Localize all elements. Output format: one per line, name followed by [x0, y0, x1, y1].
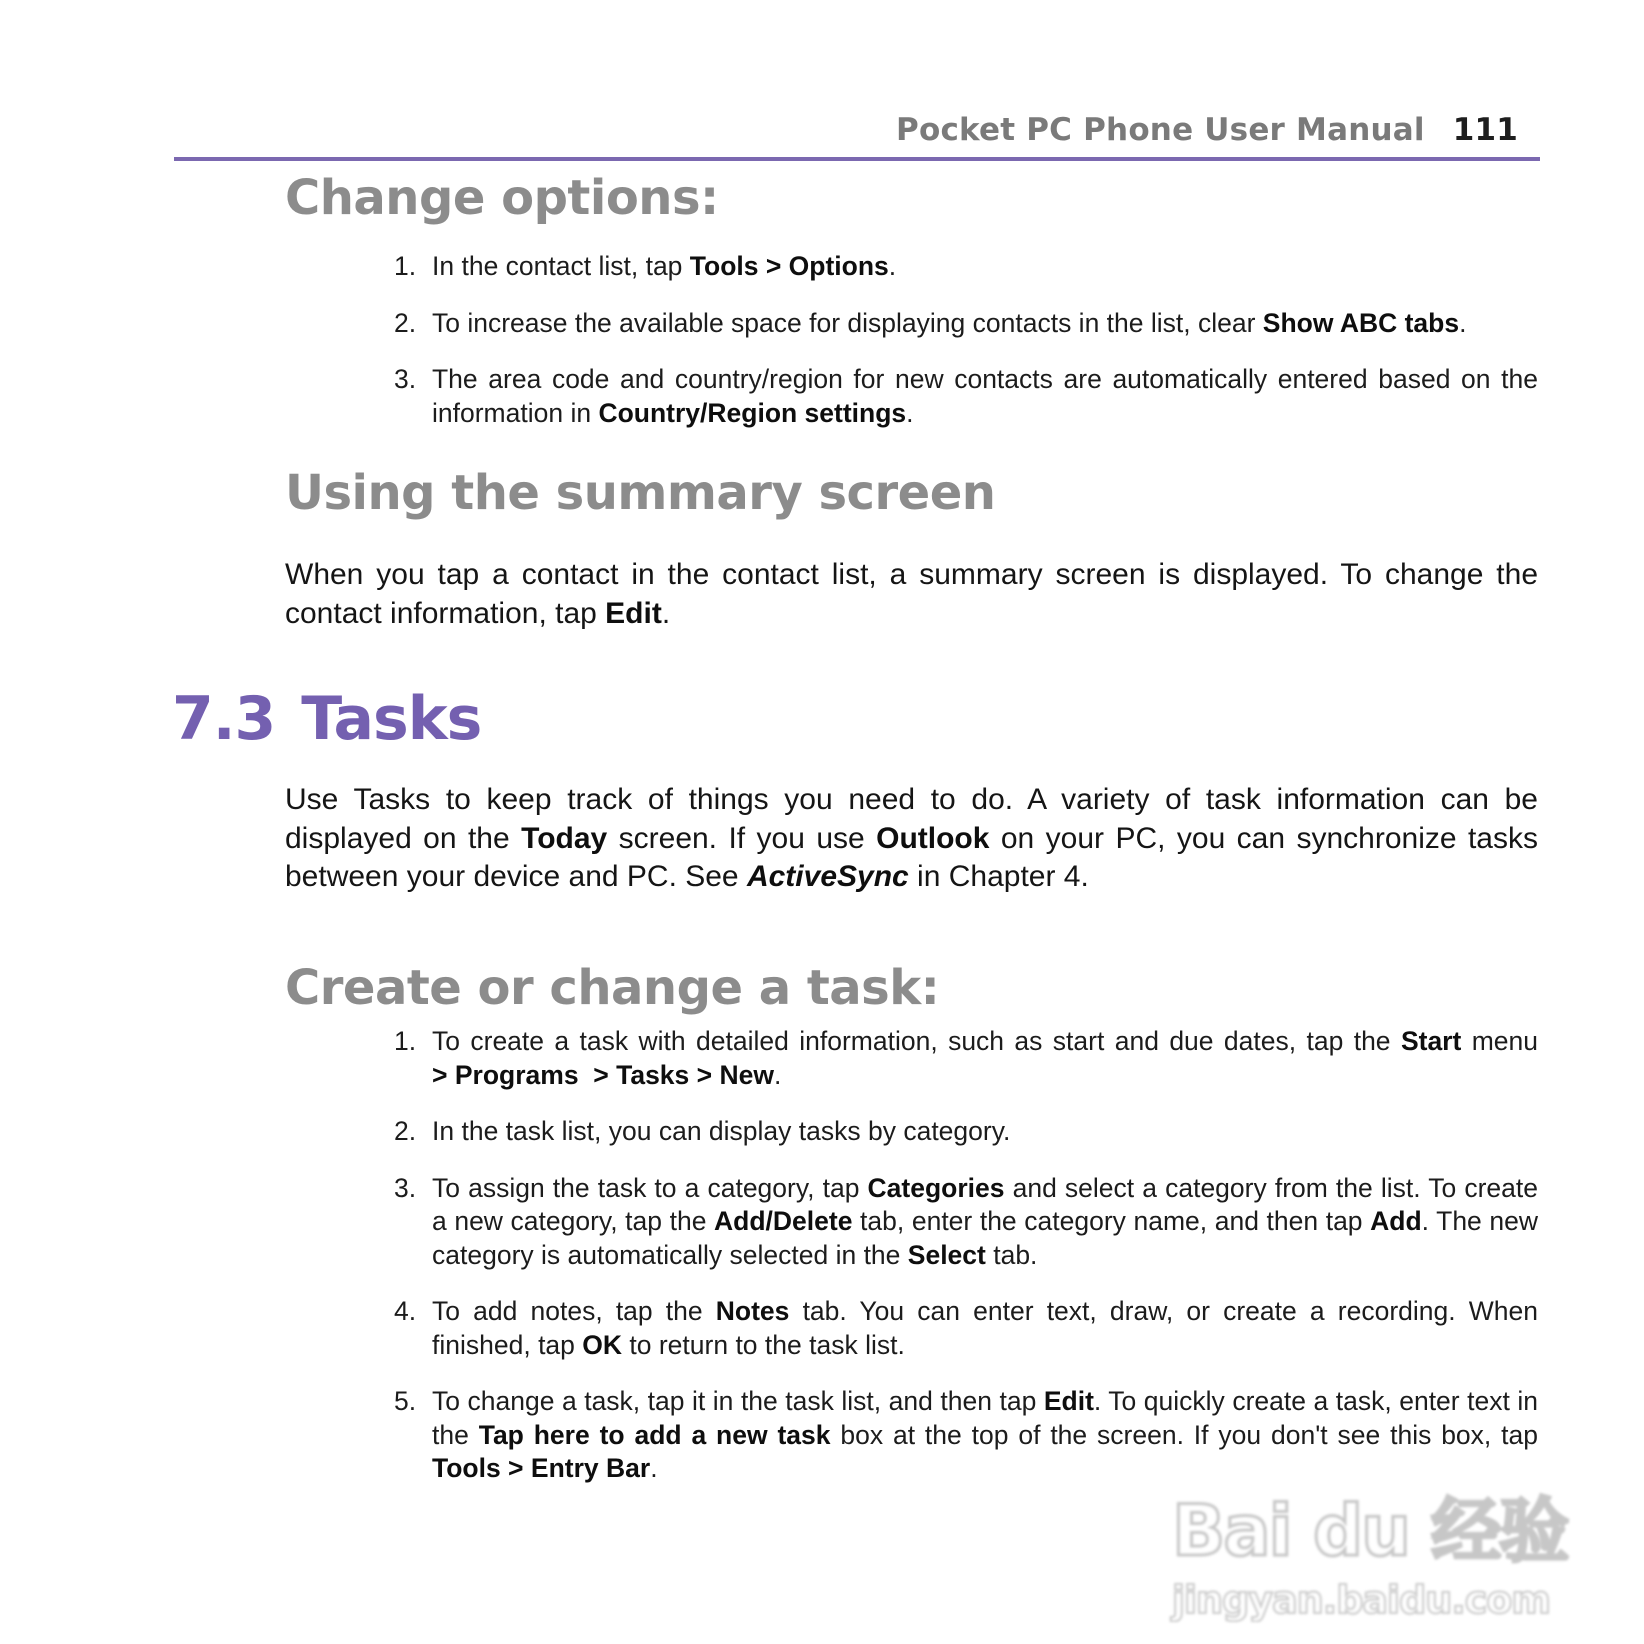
list-item [394, 363, 1538, 430]
heading-change-options: Change options: [285, 170, 719, 226]
running-head [896, 112, 1518, 148]
change-options-list [394, 250, 1538, 453]
step-text: To create a task with detailed information, such as start and due dates, tap the [432, 1026, 1401, 1056]
tasks-intro-paragraph [285, 781, 1538, 897]
step-number: 3. [394, 1172, 417, 1203]
watermark-logo: Bai du 经验 [1172, 1490, 1568, 1572]
step-text: and select a category from the list. To create a new category, tap the [432, 1172, 1538, 1236]
step-bold: Add/Delete [714, 1206, 853, 1236]
watermark-url: jingyan.baidu.com [1172, 1578, 1550, 1622]
step-bold: Country/Region settings [598, 397, 907, 428]
step-text: . [650, 1453, 658, 1483]
chapter-heading [172, 684, 481, 754]
paragraph-bold: Outlook [876, 821, 990, 855]
step-text: tab. [985, 1239, 1038, 1270]
step-bold: Tools > Entry Bar [432, 1453, 651, 1483]
baidu-watermark [1172, 1475, 1568, 1622]
step-text: . [773, 1059, 782, 1090]
step-bold: Add [1370, 1206, 1422, 1236]
list-item [394, 307, 1538, 341]
step-text: The area code and country/region for new contacts are automatically entered based on the information in [432, 364, 1538, 428]
page-number: 111 [1452, 112, 1518, 148]
step-number: 2. [394, 307, 417, 338]
step-bold: Show ABC tabs [1262, 307, 1460, 338]
heading-create-task: Create or change a task: [285, 960, 940, 1016]
step-text: In the contact list, tap [432, 251, 690, 281]
chapter-number: 7.3 [172, 684, 276, 754]
page-header [174, 112, 1540, 160]
step-bold: > Programs > Tasks > New [432, 1059, 774, 1090]
step-text: tab, enter the category name, and then tap [852, 1206, 1371, 1236]
step-text: To increase the available space for displaying contacts in the list, clear [432, 307, 1263, 338]
manual-title: Pocket PC Phone User Manual [896, 112, 1425, 148]
paragraph-bold: Edit [605, 596, 662, 630]
paragraph-bold-italic: ActiveSync [746, 860, 909, 893]
step-number: 1. [394, 1026, 417, 1056]
step-text: To change a task, tap it in the task list, and then tap [432, 1386, 1044, 1416]
step-text: To assign the task to a category, tap [432, 1172, 868, 1203]
step-number: 2. [394, 1116, 417, 1146]
paragraph-bold: Today [521, 821, 608, 855]
step-bold: Tap here to add a new task [478, 1419, 831, 1450]
step-text: tab. You can enter text, draw, or create a recording. When finished, tap [432, 1296, 1538, 1360]
step-bold: Categories [867, 1172, 1005, 1203]
paragraph-text: in Chapter 4. [908, 860, 1089, 893]
list-item [394, 1025, 1538, 1092]
step-bold: Start [1400, 1026, 1462, 1056]
step-text: box at the top of the screen. If you don't see this box, tap [830, 1419, 1538, 1450]
step-bold: Edit [1043, 1386, 1094, 1416]
step-number: 1. [394, 251, 417, 281]
paragraph-text: on your PC, you can synchronize tasks between your device and PC. See [285, 821, 1538, 893]
list-item [394, 1172, 1538, 1273]
step-bold: Tools > Options [689, 251, 889, 281]
step-bold: Notes [715, 1296, 790, 1326]
chapter-title: Tasks [301, 684, 482, 754]
step-bold: OK [582, 1329, 623, 1360]
summary-paragraph [285, 556, 1538, 633]
step-text: In the task list, you can display tasks by category. [432, 1116, 1011, 1146]
paragraph-text: screen. If you use [607, 821, 877, 855]
paragraph-text: When you tap a contact in the contact list, a summary screen is displayed. To change the contact information, tap [285, 558, 1538, 630]
step-text: To add notes, tap the [432, 1296, 716, 1326]
step-number: 4. [394, 1296, 417, 1326]
step-text: . The new category is automatically selected in the [432, 1206, 1538, 1270]
step-text: . [1459, 307, 1467, 338]
list-item [394, 1385, 1538, 1486]
step-text: . [888, 251, 897, 281]
list-item [394, 1115, 1538, 1149]
step-number: 5. [394, 1386, 417, 1416]
list-item [394, 1295, 1538, 1362]
step-text: to return to the task list. [622, 1329, 905, 1360]
step-number: 3. [394, 364, 417, 394]
header-rule [174, 157, 1540, 161]
heading-summary-screen: Using the summary screen [285, 465, 996, 521]
step-text: . To quickly create a task, enter text in the [432, 1386, 1538, 1450]
paragraph-text: . [661, 596, 671, 630]
paragraph-text: Use Tasks to keep track of things you need to do. A variety of task information can be displayed on the [285, 783, 1538, 855]
step-text: . [906, 397, 914, 428]
step-text: menu [1461, 1026, 1538, 1056]
create-task-list [394, 1025, 1538, 1509]
list-item [394, 250, 1538, 284]
step-bold: Select [907, 1239, 986, 1270]
